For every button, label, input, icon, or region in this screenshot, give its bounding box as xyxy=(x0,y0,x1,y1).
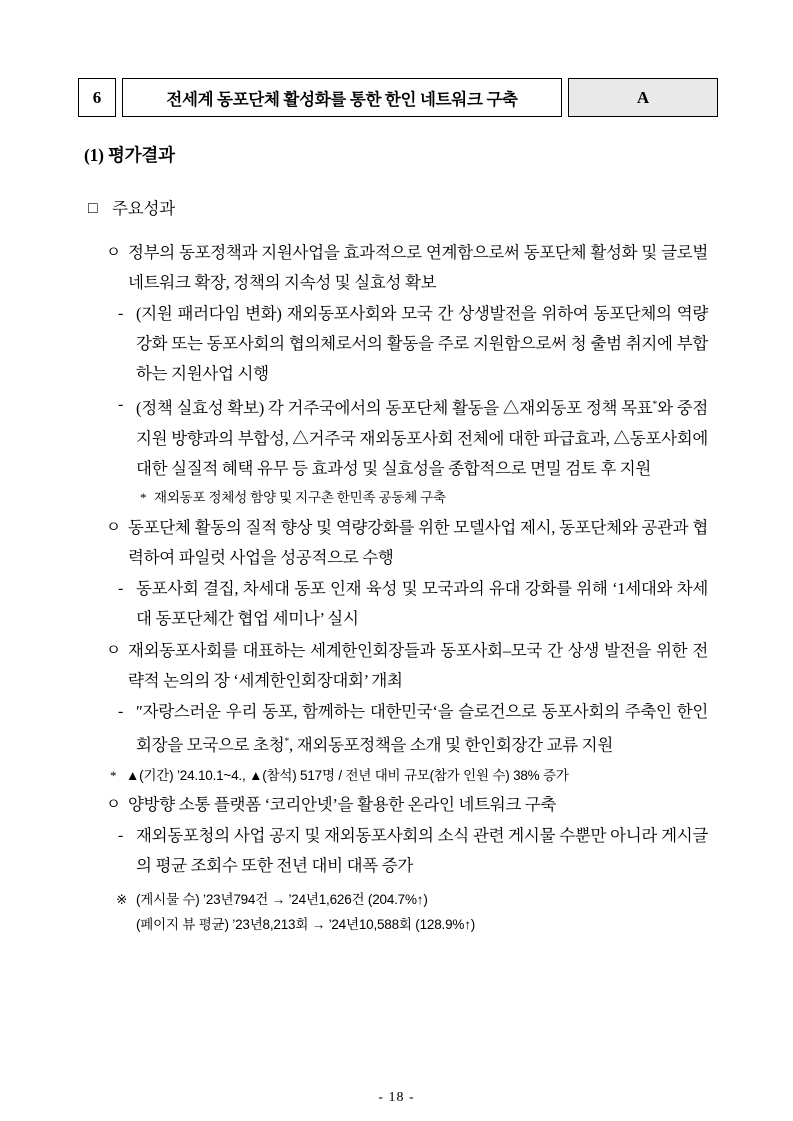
list-item-text-post: 와 중점 지원 방향과의 부합성, △거주국 재외동포사회 전체에 대한 파급효과, △동포사회에 대한 실질적 혜택 유무 등 효과성 및 실효성을 종합적으로 면밀 검토 후 지원 xyxy=(136,398,708,478)
asterisk-icon: * xyxy=(140,489,147,505)
list-item-text: 동포단체 활동의 질적 향상 및 역량강화를 위한 모델사업 제시, 동포단체와 공관과 협력하여 파일럿 사업을 성공적으로 수행 xyxy=(128,517,708,567)
list-item-text-pre: (정책 실효성 확보) 각 거주국에서의 동포단체 활동을 △재외동포 정책 목표 xyxy=(136,398,653,418)
list-item xyxy=(88,636,708,696)
list-item xyxy=(88,574,708,634)
list-item-text: 재외동포청의 사업 공지 및 재외동포사회의 소식 관련 게시물 수뿐만 아니라 게시글의 평균 조회수 또한 전년 대비 대폭 증가 xyxy=(136,826,708,875)
subsection-heading-label: 주요성과 xyxy=(112,199,175,218)
list-item xyxy=(88,390,708,484)
list-item-text-pre: ″자랑스러운 우리 동포, 함께하는 대한민국‘을 슬로건으로 동포사회의 주축인 한인회장을 모국으로 초청 xyxy=(136,701,708,754)
list-item xyxy=(88,513,708,573)
footnote xyxy=(88,764,708,788)
dash-bullet-icon: - xyxy=(118,305,124,322)
header-grade-badge: A xyxy=(568,78,718,117)
list-item-text: 재외동포사회를 대표하는 세계한인회장들과 동포사회–모국 간 상생 발전을 위한 전략적 논의의 장 ‘세계한인회장대회’ 개최 xyxy=(128,640,708,690)
circle-bullet-icon: ㅇ xyxy=(106,796,121,813)
footnote-text: 재외동포 정체성 함양 및 지구촌 한민족 공동체 구축 xyxy=(154,489,446,505)
header-row xyxy=(78,78,718,117)
circle-bullet-icon: ㅇ xyxy=(106,244,121,261)
footnote-marker-icon: * xyxy=(652,399,658,410)
footnote xyxy=(88,486,708,510)
dash-bullet-icon: - xyxy=(118,396,124,413)
footnote-marker-icon: * xyxy=(284,735,290,747)
list-item-text: 양방향 소통 플랫폼 ‘코리안넷’을 활용한 온라인 네트워크 구축 xyxy=(128,795,557,814)
list-item-text: 동포사회 결집, 차세대 동포 인재 육성 및 모국과의 유대 강화를 위해 ‘1세대와 차세대 동포단체간 협업 세미나’ 실시 xyxy=(136,578,708,628)
dash-bullet-icon: - xyxy=(118,827,124,844)
asterisk-icon: * xyxy=(110,768,117,783)
dash-bullet-icon: - xyxy=(118,702,124,720)
list-item xyxy=(88,299,708,389)
dash-bullet-icon: - xyxy=(118,579,124,597)
header-number: 6 xyxy=(78,78,116,117)
note-block xyxy=(88,887,708,912)
list-item-text xyxy=(136,697,708,761)
subsection-heading xyxy=(88,196,708,222)
page-number: - 18 - xyxy=(378,1090,415,1105)
note-text: (게시물 수) ’23년794건 → ’24년1,626건 (204.7%↑) xyxy=(136,892,428,907)
list-item-text xyxy=(136,390,708,484)
footnote-text: ▲(기간) ’24.10.1~4., ▲(참석) 517명 / 전년 대비 규모(참가 인원 수) 38% 증가 xyxy=(126,768,569,783)
list-item xyxy=(88,790,708,820)
list-item xyxy=(88,697,708,761)
note-text-secondary: (페이지 뷰 평균) ’23년8,213회 → ’24년10,588회 (128.9%↑) xyxy=(136,917,476,932)
list-item-text-post: , 재외동포정책을 소개 및 한인회장간 교류 지원 xyxy=(289,735,613,754)
square-bullet-icon: □ xyxy=(88,200,98,217)
section-title: (1) 평가결과 xyxy=(84,145,175,165)
note-mark-icon: ※ xyxy=(116,892,128,907)
list-item xyxy=(88,238,708,298)
circle-bullet-icon: ㅇ xyxy=(106,518,121,536)
header-title: 전세계 동포단체 활성화를 통한 한인 네트워크 구축 xyxy=(122,78,562,117)
document-body xyxy=(88,196,708,937)
circle-bullet-icon: ㅇ xyxy=(106,641,121,659)
list-item-text: (지원 패러다임 변화) 재외동포사회와 모국 간 상생발전을 위하여 동포단체의 역량 강화 또는 동포사회의 협의체로서의 활동을 주로 지원함으로써 청 출범 취지에 부합하는 지원사업 시행 xyxy=(136,304,708,383)
list-item-text: 정부의 동포정책과 지원사업을 효과적으로 연계함으로써 동포단체 활성화 및 글로벌 네트워크 확장, 정책의 지속성 및 실효성 확보 xyxy=(128,243,708,292)
list-item xyxy=(88,821,708,881)
